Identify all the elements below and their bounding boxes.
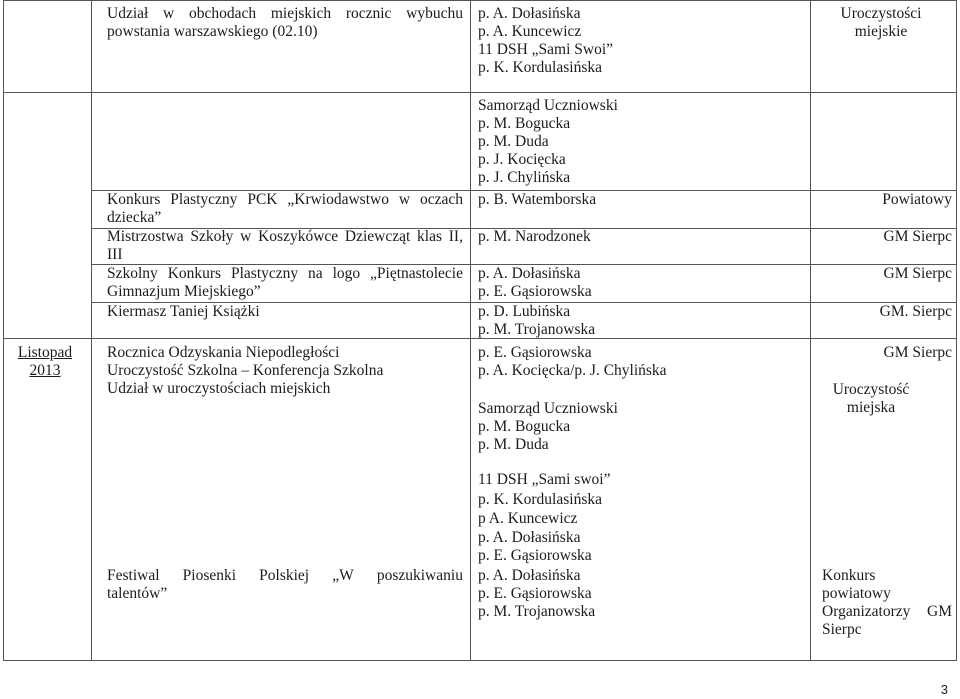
page-number: 3 <box>940 682 948 697</box>
responsible-person: p. K. Kordulasińska <box>478 59 602 76</box>
responsible-person: p. M. Trojanowska <box>478 603 596 620</box>
event-logo-contest-line2: Gimnazjum Miejskiego” <box>107 283 261 300</box>
event-pck-line1: Konkurs Plastyczny PCK „Krwiodawstwo w oczach <box>107 191 463 208</box>
event-song-festival-line2: talentów” <box>107 585 168 602</box>
column-divider <box>91 1 92 660</box>
responsible-group: Samorząd Uczniowski <box>478 400 618 417</box>
responsible-person: p. E. Gąsiorowska <box>478 283 592 300</box>
responsible-group: 11 DSH „Sami Swoi” <box>478 41 614 58</box>
event-basketball-line2: III <box>107 246 123 263</box>
column-divider <box>810 1 811 660</box>
responsible-person: p. M. Trojanowska <box>478 321 596 338</box>
event-scope: GM. Sierpc <box>879 303 952 320</box>
responsible-person: p. M. Narodzonek <box>478 228 591 245</box>
row-divider <box>3 92 957 93</box>
responsible-person: p. M. Bogucka <box>478 418 571 435</box>
responsible-person: p. A. Dołasińska <box>478 529 581 546</box>
responsible-person: p. A. Dołasińska <box>478 567 581 584</box>
responsible-person: p. A. Dołasińska <box>478 265 581 282</box>
event-scope: Powiatowy <box>882 191 952 208</box>
event-warsaw-uprising-line1: Udział w obchodach miejskich rocznic wybuchu <box>107 5 463 22</box>
responsible-person: p. D. Lubińska <box>478 303 571 320</box>
event-warsaw-uprising-line2: powstania warszawskiego (02.10) <box>107 23 318 40</box>
responsible-person: p. M. Bogucka <box>478 115 571 132</box>
event-song-festival-line1: Festiwal Piosenki Polskiej „W poszukiwaniu <box>107 567 463 584</box>
responsible-group: 11 DSH „Sami swoi” <box>478 471 611 488</box>
column-divider <box>470 1 471 660</box>
event-organizers: Sierpc <box>822 621 862 638</box>
event-logo-contest-line1: Szkolny Konkurs Plastyczny na logo „Piętnastolecie <box>107 265 463 282</box>
year-label: 2013 <box>29 362 61 379</box>
responsible-person: p. E. Gąsiorowska <box>478 547 592 564</box>
responsible-person: p. J. Chylińska <box>478 169 571 186</box>
event-scope: Uroczystości <box>840 5 922 22</box>
event-book-fair: Kiermasz Taniej Książki <box>107 303 260 320</box>
event-organizers: Organizatorzy GM <box>822 603 952 620</box>
responsible-person: p. A. Dołasińska <box>478 5 581 22</box>
responsible-person: p. M. Duda <box>478 133 549 150</box>
event-scope: Uroczystość <box>832 381 910 398</box>
event-scope: GM Sierpc <box>883 265 952 282</box>
event-pck-line2: dziecka” <box>107 209 162 226</box>
responsible-person: p A. Kuncewicz <box>478 510 578 527</box>
event-scope: GM Sierpc <box>883 228 952 245</box>
event-scope: GM Sierpc <box>883 344 952 361</box>
event-school-ceremony: Uroczystość Szkolna – Konferencja Szkolna <box>107 362 384 379</box>
event-independence: Rocznica Odzyskania Niepodległości <box>107 344 340 361</box>
responsible-person: p. A. Kuncewicz <box>478 23 582 40</box>
responsible-person: p. A. Kocięcka/p. J. Chylińska <box>478 362 667 379</box>
responsible-person: p. E. Gąsiorowska <box>478 585 592 602</box>
event-city-ceremonies: Udział w uroczystościach miejskich <box>107 380 331 397</box>
responsible-person: p. B. Watemborska <box>478 191 597 208</box>
responsible-group: Samorząd Uczniowski <box>478 97 618 114</box>
responsible-person: p. M. Duda <box>478 436 549 453</box>
event-scope: powiatowy <box>822 585 891 602</box>
responsible-person: p. E. Gąsiorowska <box>478 344 592 361</box>
month-label: Listopad <box>17 344 73 361</box>
event-basketball-line1: Mistrzostwa Szkoły w Koszykówce Dziewcząt klas II, <box>107 228 463 245</box>
responsible-person: p. J. Kocięcka <box>478 151 566 168</box>
event-scope: miejska <box>846 399 896 416</box>
event-scope: miejskie <box>854 23 908 40</box>
responsible-person: p. K. Kordulasińska <box>478 491 602 508</box>
event-scope: Konkurs <box>822 567 876 584</box>
